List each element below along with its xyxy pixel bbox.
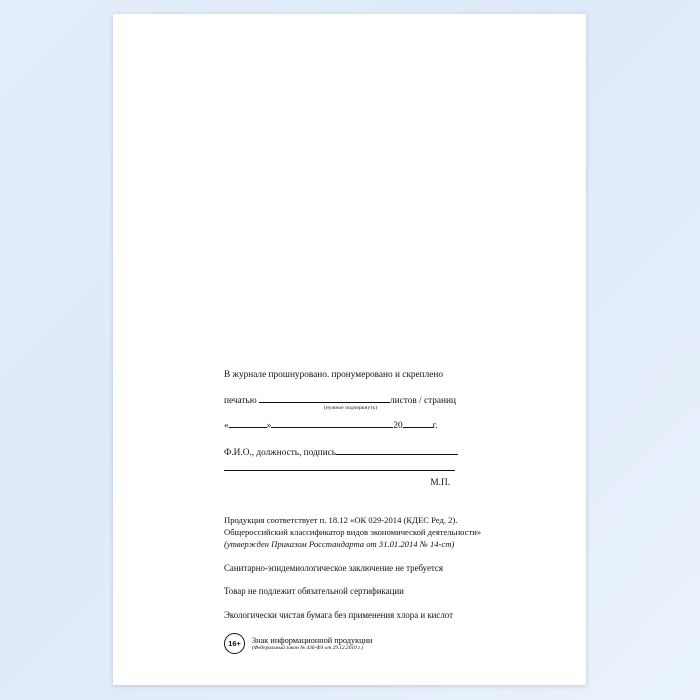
age-law-reference: (Федеральный закон № 436-ФЗ от 29.12.2010 г.) [252, 645, 364, 652]
signature-line [224, 446, 524, 458]
document-page [113, 14, 586, 685]
document-content [224, 369, 524, 654]
signature-second-rule [224, 469, 455, 471]
day-blank-rule [229, 419, 267, 428]
year-suffix: г. [432, 420, 438, 431]
month-blank-rule [271, 419, 393, 428]
signature-label: Ф.И.О., должность, подпись [224, 447, 337, 458]
seal-label: печатью [224, 395, 257, 406]
year-blank-rule [403, 419, 433, 428]
eco-note: Экологически чистая бумага без применения хлора и кислот [224, 610, 453, 621]
seal-blank-rule [259, 394, 390, 403]
signature-blank-rule [336, 446, 458, 455]
conformity-line-3: (утвержден Приказом Росстандарта от 31.01.2014 № 14-ст) [224, 538, 455, 549]
age-rating-block [224, 633, 524, 654]
age-text-block [252, 636, 372, 652]
conformity-line-1: Продукция соответствует п. 18.12 «ОК 029-2014 (КДЕС Ред. 2). [224, 514, 458, 525]
stamp-place: М.П. [430, 477, 450, 488]
strike-note: (нужное подчеркнуть) [324, 404, 378, 411]
age-badge-icon: 16+ [224, 633, 245, 654]
conformity-block [224, 514, 524, 551]
age-title: Знак информационной продукции [252, 635, 373, 645]
date-close-quote: » [266, 420, 272, 431]
certification-note: Товар не подлежит обязательной сертификации [224, 586, 404, 597]
year-prefix: 20 [393, 420, 403, 431]
seal-line [224, 394, 524, 411]
sheets-label: листов / страниц [390, 395, 456, 406]
date-open-quote: « [224, 420, 229, 431]
conformity-line-2: Общероссийский классификатор видов экономической деятельности» [224, 526, 482, 537]
date-line [224, 419, 524, 431]
sanitary-note: Санитарно-эпидемиологическое заключение не требуется [224, 563, 443, 574]
certification-heading: В журнале прошнуровано. пронумеровано и скреплено [224, 370, 444, 380]
